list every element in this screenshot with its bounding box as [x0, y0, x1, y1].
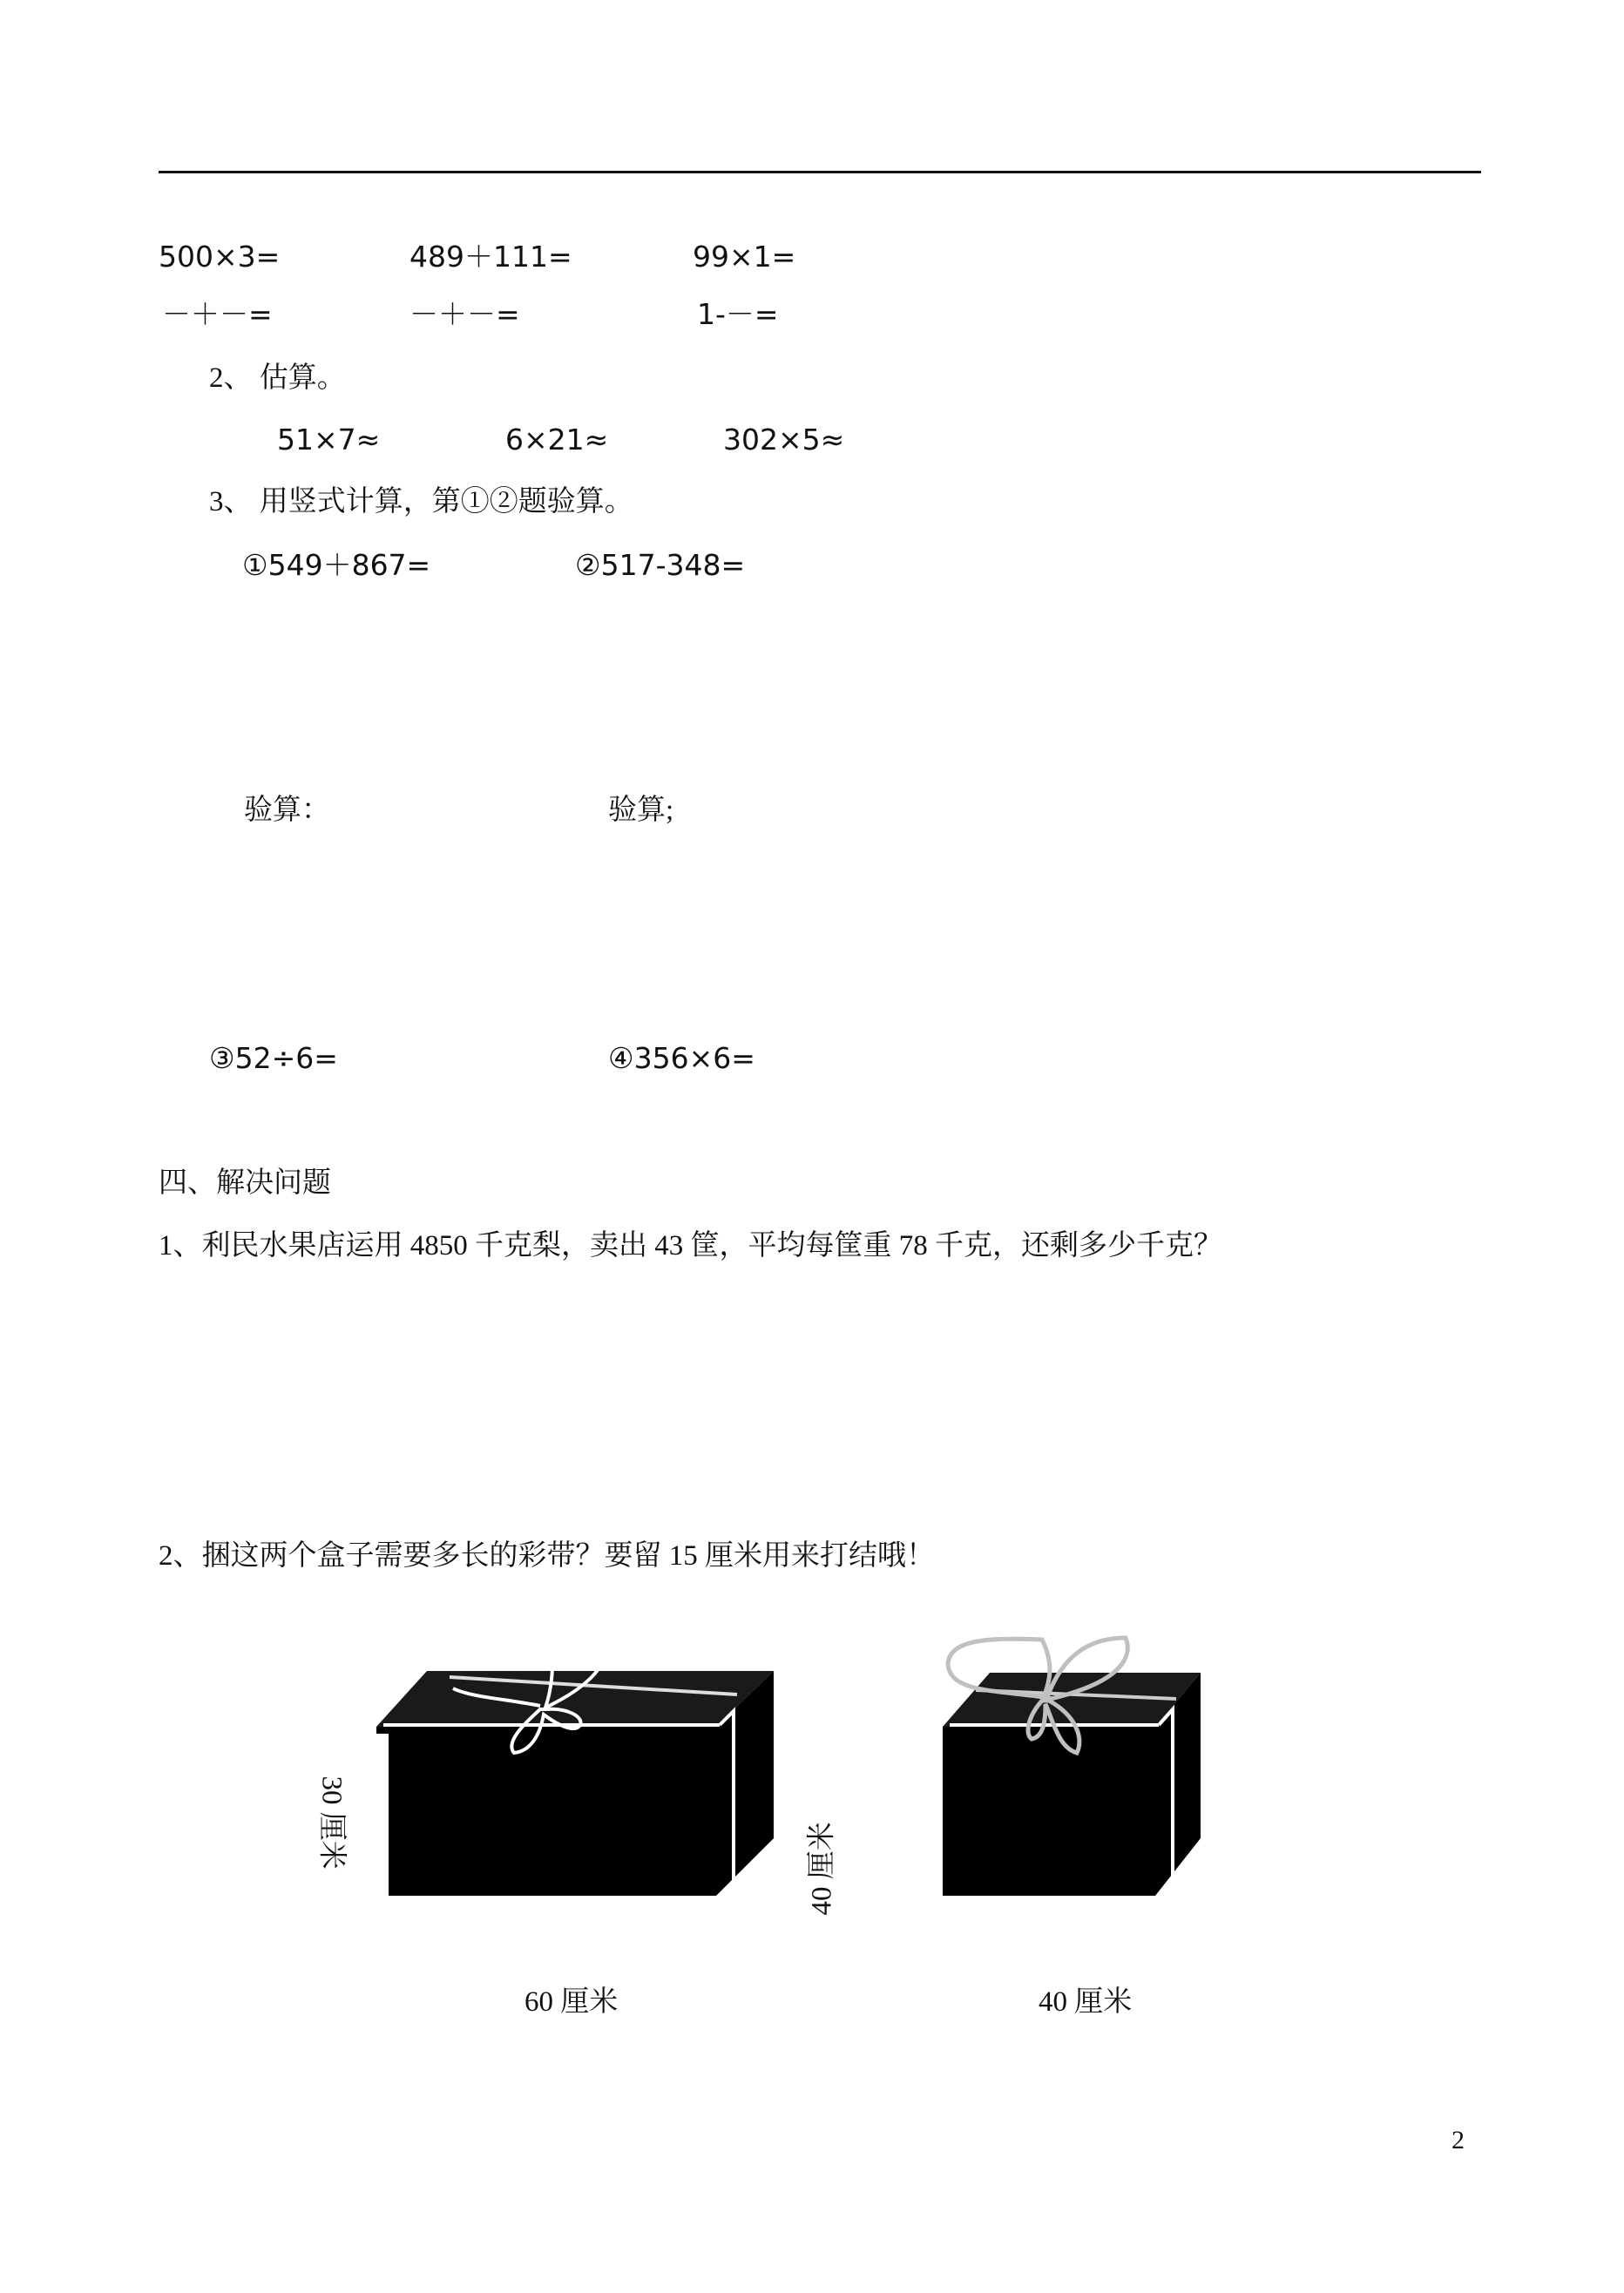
estimate-item: 302×5≈: [723, 423, 845, 457]
page-number: 2: [1451, 2126, 1465, 2154]
problem-2: ②517-348=: [575, 548, 746, 582]
problem-3: ③52÷6=: [209, 1041, 338, 1075]
problem-4: ④356×6=: [608, 1041, 755, 1075]
calc-item: －＋－=: [162, 297, 273, 331]
check-label-2: 验算;: [608, 795, 674, 826]
vertical-heading: 3、 用竖式计算，第①②题验算。: [209, 486, 633, 517]
box-1-length-label: 60 厘米: [524, 1986, 619, 2018]
check-label-1: 验算：: [244, 795, 330, 826]
gift-box-1: [376, 1630, 774, 1896]
problem-1: ①549＋867=: [242, 548, 431, 582]
box-2-height-label: 40 厘米: [806, 1822, 838, 1916]
calc-item: 489＋111=: [409, 240, 572, 274]
question-1: 1、利民水果店运用 4850 千克梨，卖出 43 筐，平均每筐重 78 千克，还剩多少千克？: [159, 1230, 1222, 1261]
calc-item: －＋－=: [409, 297, 520, 331]
calc-item: 1-－=: [697, 297, 779, 331]
gift-box-2: [943, 1638, 1201, 1896]
box-2-length-label: 40 厘米: [1039, 1986, 1133, 2018]
box-1-height-label: 30 厘米: [315, 1776, 348, 1870]
estimate-item: 6×21≈: [505, 423, 609, 457]
calc-item: 500×3=: [159, 240, 281, 274]
question-2: 2、捆这两个盒子需要多长的彩带？要留 15 厘米用来打结哦！: [159, 1540, 935, 1572]
estimate-item: 51×7≈: [277, 423, 381, 457]
section-4-title: 四、解决问题: [159, 1167, 331, 1199]
calc-item: 99×1=: [693, 240, 796, 274]
estimate-heading: 2、 估算。: [209, 362, 346, 394]
